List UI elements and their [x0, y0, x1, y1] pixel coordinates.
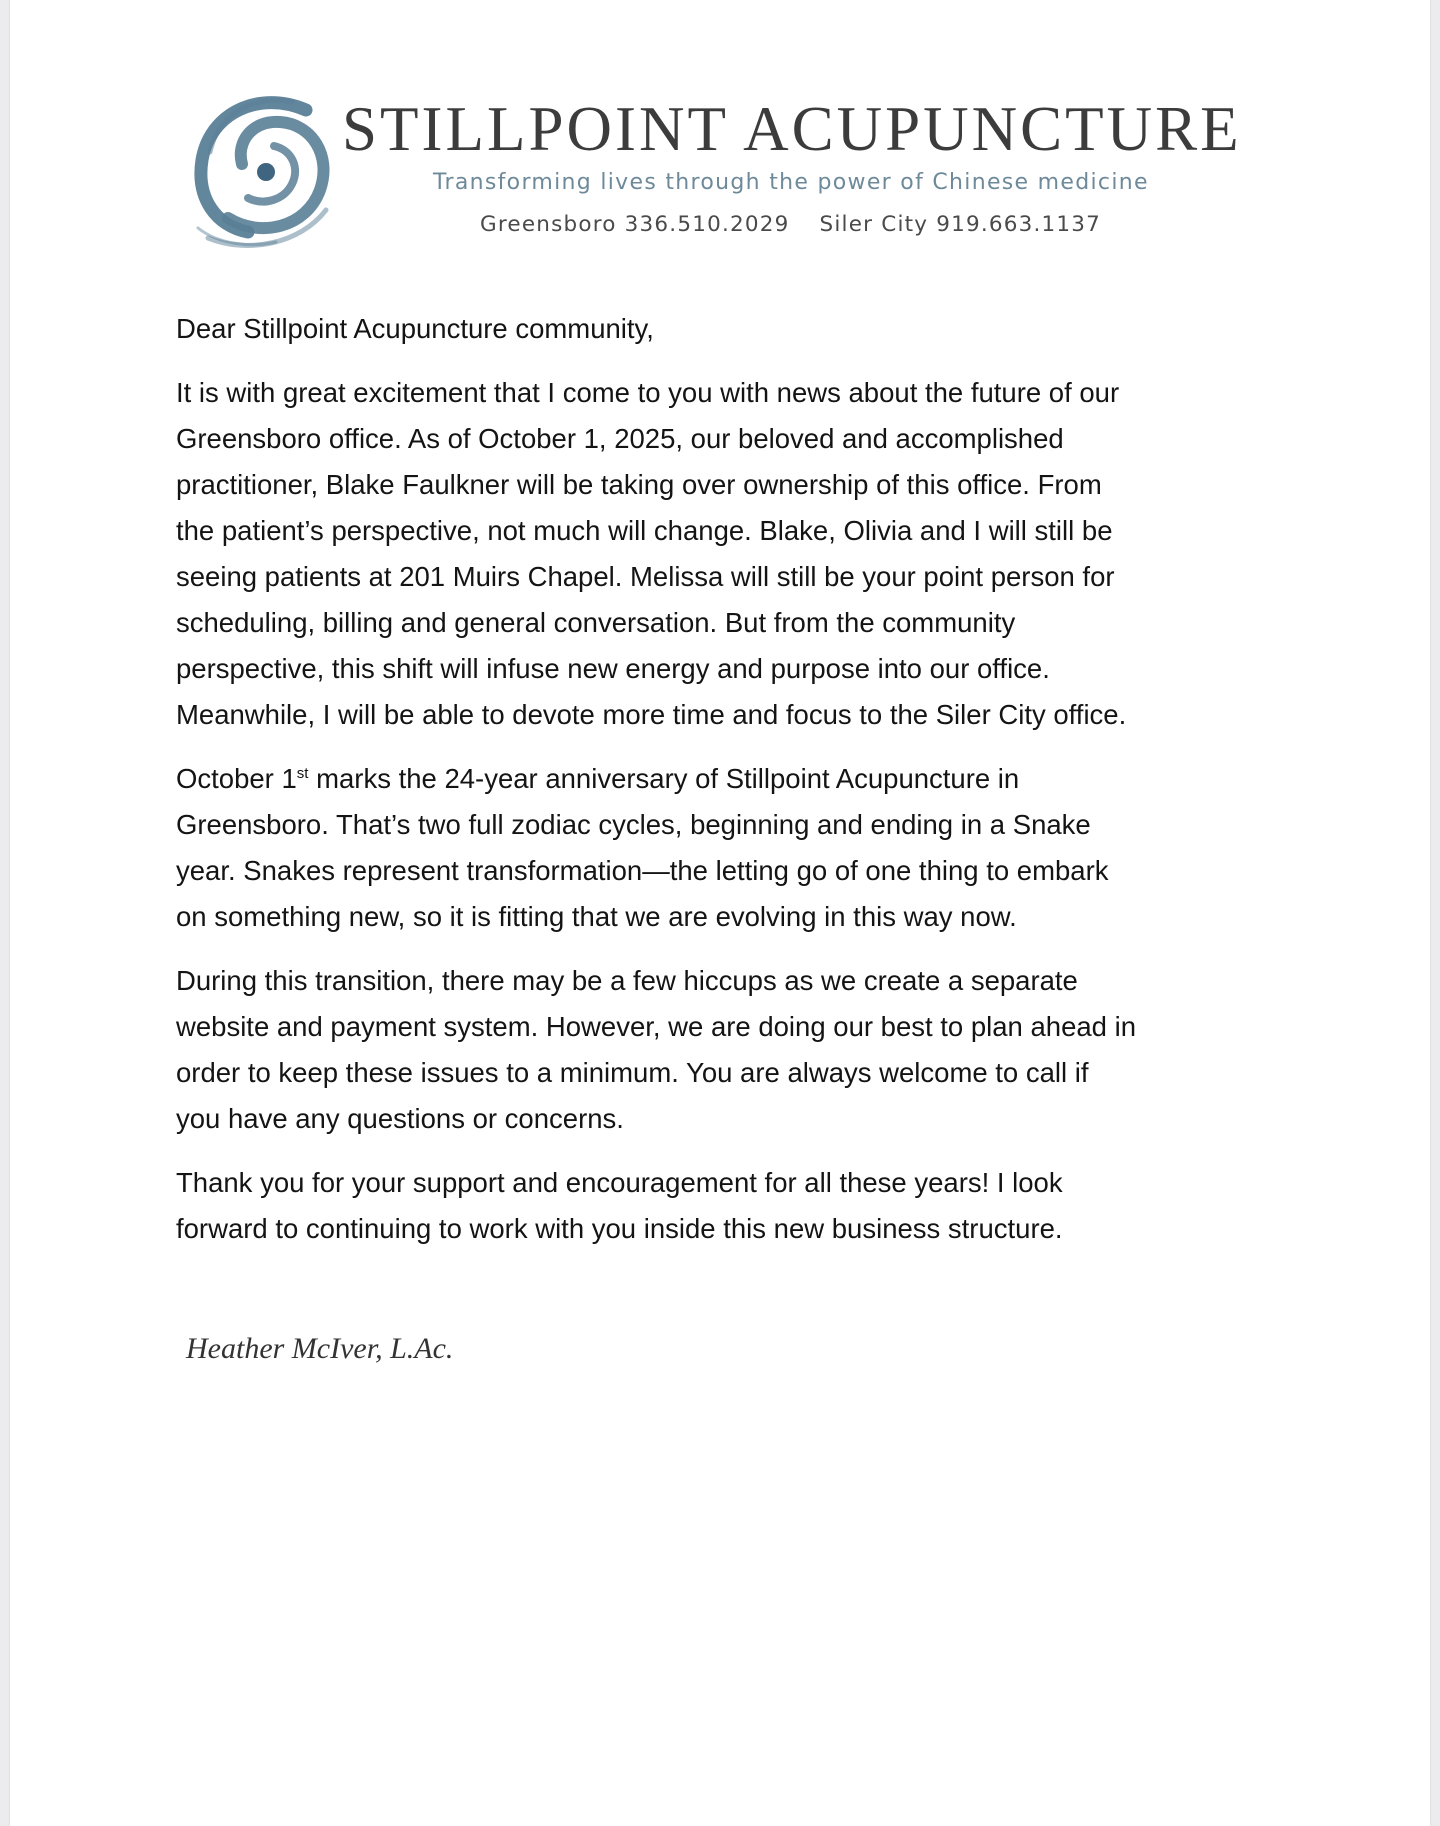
phone-greensboro: Greensboro 336.510.2029 — [480, 212, 790, 237]
paragraph-line: Thank you for your support and encouragement for all these years! I look — [176, 1167, 1063, 1198]
paragraph-line: you have any questions or concerns. — [176, 1103, 624, 1134]
brand-name: STILLPOINT ACUPUNCTURE — [342, 94, 1242, 164]
paragraph-line: year. Snakes represent transformation—the letting go of one thing to embark — [176, 855, 1109, 886]
phone-siler-city: Siler City 919.663.1137 — [819, 212, 1102, 237]
paragraph-line: the patient’s perspective, not much will change. Blake, Olivia and I will still be — [176, 515, 1113, 546]
paragraph-line: Greensboro. That’s two full zodiac cycles, beginning and ending in a Snake — [176, 809, 1091, 840]
paragraph-line: on something new, so it is fitting that we are evolving in this way now. — [176, 901, 1017, 932]
letterhead — [10, 0, 1430, 260]
anniversary-text: marks the 24-year anniversary of Stillpoint Acupuncture in — [308, 763, 1020, 794]
paragraph-line: It is with great excitement that I come to you with news about the future of our — [176, 377, 1120, 408]
letter-page — [10, 0, 1430, 1826]
paragraph-line — [176, 756, 1306, 802]
paragraph-line: forward to continuing to work with you inside this new business structure. — [176, 1213, 1063, 1244]
greeting: Dear Stillpoint Acupuncture community, — [176, 313, 654, 344]
paragraph-line: Greensboro office. As of October 1, 2025, our beloved and accomplished — [176, 423, 1064, 454]
signature: Heather McIver, L.Ac. — [186, 1332, 454, 1365]
ordinal-suffix: st — [296, 764, 309, 782]
paragraph-line: order to keep these issues to a minimum. You are always welcome to call if — [176, 1057, 1089, 1088]
date-text: October 1 — [176, 763, 297, 794]
tagline: Transforming lives through the power of Chinese medicine — [433, 170, 1149, 195]
swirl-logo-icon — [188, 88, 338, 248]
paragraph-line: perspective, this shift will infuse new energy and purpose into our office. — [176, 653, 1050, 684]
paragraph-line: scheduling, billing and general conversation. But from the community — [176, 607, 1016, 638]
paragraph-line: website and payment system. However, we are doing our best to plan ahead in — [176, 1011, 1137, 1042]
paragraph-2 — [176, 756, 1306, 940]
paragraph-3 — [176, 958, 1306, 1142]
paragraph-1 — [176, 370, 1306, 738]
letter-body — [176, 306, 1306, 1270]
phone-numbers — [480, 214, 1101, 236]
paragraph-line: practitioner, Blake Faulkner will be taking over ownership of this office. From — [176, 469, 1102, 500]
paragraph-line: During this transition, there may be a few hiccups as we create a separate — [176, 965, 1078, 996]
paragraph-4 — [176, 1160, 1306, 1252]
paragraph-line: Meanwhile, I will be able to devote more time and focus to the Siler City office. — [176, 699, 1127, 730]
paragraph-line: seeing patients at 201 Muirs Chapel. Melissa will still be your point person for — [176, 561, 1115, 592]
